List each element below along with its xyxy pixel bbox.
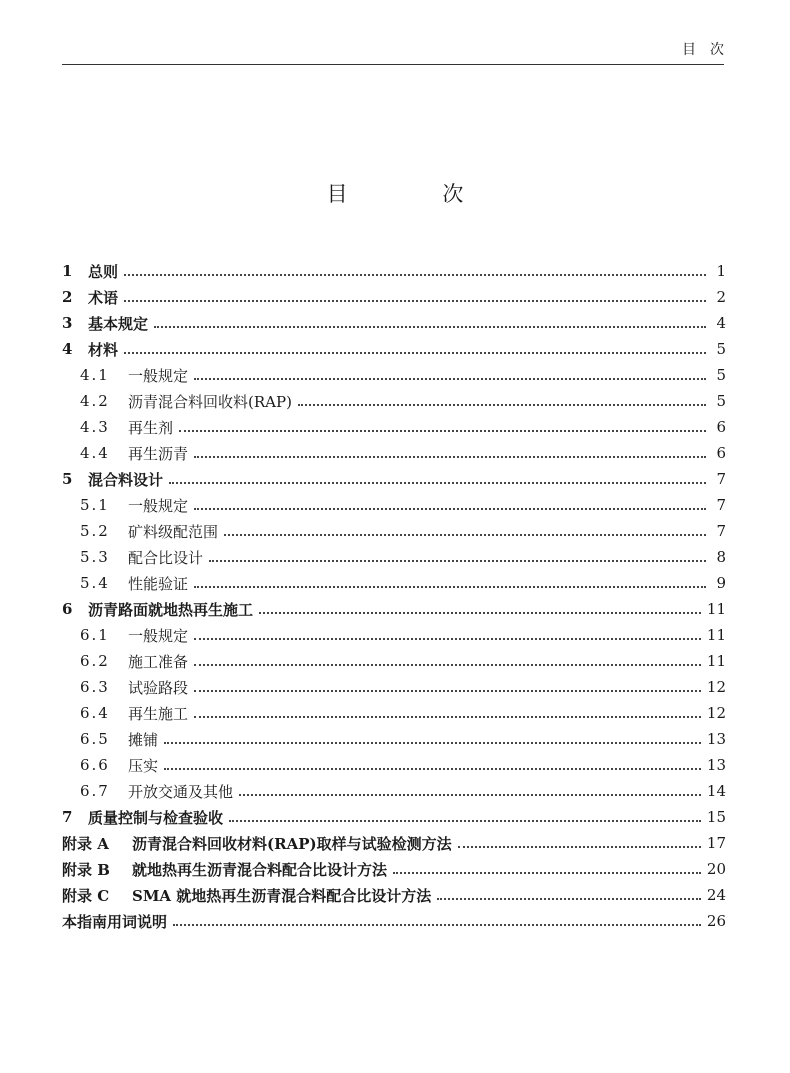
dot-leader [194,378,706,380]
toc-entry-title: 再生施工 [128,704,189,723]
dot-leader [458,846,701,848]
toc-entry-title: 再生剂 [128,418,174,437]
toc-entry-title: 一般规定 [128,496,189,515]
dot-leader [209,560,706,562]
toc-entry-number: 附录 B [62,860,110,879]
toc-entry[interactable] [62,700,726,726]
toc-entry-page-number: 11 [706,652,726,670]
toc-entry-page-number: 2 [716,288,726,306]
dot-leader [169,482,706,484]
toc-entry-page-number: 5 [716,366,726,384]
toc-entry[interactable] [62,518,726,544]
toc-entry-page-number: 14 [706,782,726,800]
toc-entry-title: 施工准备 [128,652,189,671]
toc-entry-title: 压实 [128,756,159,775]
toc-entry-title: 基本规定 [88,314,149,333]
dot-leader [124,300,706,302]
running-header-text: 目次 [682,42,738,58]
toc-entry-page-number: 15 [706,808,726,826]
toc-entry[interactable] [62,414,726,440]
toc-entry-page-number: 26 [706,912,726,930]
toc-entry-number: 6.7 [80,782,110,800]
toc-entry-number: 4.4 [80,444,110,462]
toc-entry-page-number: 8 [716,548,726,566]
toc-entry-title: SMA 就地热再生沥青混合料配合比设计方法 [132,886,432,905]
toc-entry-title: 再生沥青 [128,444,189,463]
toc-entry-number: 6.6 [80,756,110,774]
toc-entry[interactable] [62,752,726,778]
toc-entry-number: 附录 C [62,886,110,905]
toc-entry[interactable] [62,466,726,492]
toc-entry-page-number: 5 [716,392,726,410]
toc-entry[interactable] [62,570,726,596]
toc-entry-page-number: 7 [716,496,726,514]
toc-entry-number: 4.3 [80,418,110,436]
toc-entry-page-number: 7 [716,470,726,488]
toc-entry-page-number: 6 [716,444,726,462]
dot-leader [194,690,701,692]
toc-entry-number: 2 [62,288,73,306]
toc-entry[interactable] [62,544,726,570]
dot-leader [194,456,706,458]
toc-entry-number: 5.1 [80,496,110,514]
toc-entry[interactable] [62,284,726,310]
toc-entry-title: 矿料级配范围 [128,522,219,541]
toc-entry-title: 试验路段 [128,678,189,697]
dot-leader [437,898,701,900]
dot-leader [154,326,706,328]
dot-leader [298,404,706,406]
toc-entry-page-number: 12 [706,678,726,696]
toc-entry[interactable] [62,258,726,284]
dot-leader [194,716,701,718]
toc-entry-page-number: 11 [706,626,726,644]
toc-entry-page-number: 20 [706,860,726,878]
toc-entry-title: 混合料设计 [88,470,164,489]
table-of-contents [62,258,726,934]
toc-entry-page-number: 6 [716,418,726,436]
toc-entry-title: 开放交通及其他 [128,782,234,801]
toc-entry[interactable] [62,492,726,518]
toc-entry-page-number: 13 [706,756,726,774]
toc-entry-number: 4.1 [80,366,110,384]
dot-leader [124,274,706,276]
dot-leader [393,872,701,874]
dot-leader [173,924,701,926]
dot-leader [194,638,701,640]
toc-entry-title: 摊铺 [128,730,159,749]
toc-entry-title: 配合比设计 [128,548,204,567]
toc-entry-title: 沥青混合料回收材料(RAP)取样与试验检测方法 [132,834,452,853]
toc-entry-title: 材料 [88,340,119,359]
dot-leader [179,430,706,432]
toc-entry-number: 6.5 [80,730,110,748]
toc-entry[interactable] [62,622,726,648]
toc-entry-number: 5.3 [80,548,110,566]
toc-entry-title: 沥青混合料回收料(RAP) [128,392,292,411]
toc-entry-number: 5 [62,470,73,488]
toc-entry-page-number: 7 [716,522,726,540]
toc-entry-title: 就地热再生沥青混合料配合比设计方法 [132,860,388,879]
toc-entry-page-number: 11 [706,600,726,618]
dot-leader [194,508,706,510]
toc-entry-title: 性能验证 [128,574,189,593]
toc-entry-number: 3 [62,314,73,332]
toc-entry-number: 5.2 [80,522,110,540]
toc-entry-page-number: 24 [706,886,726,904]
toc-entry-page-number: 4 [716,314,726,332]
toc-entry-title: 本指南用词说明 [62,912,168,931]
toc-entry-number: 6.4 [80,704,110,722]
dot-leader [194,664,701,666]
dot-leader [164,768,701,770]
toc-entry-page-number: 9 [716,574,726,592]
toc-entry-number: 7 [62,808,73,826]
toc-entry-number: 1 [62,262,73,280]
running-header [62,36,738,65]
dot-leader [124,352,706,354]
toc-entry[interactable] [62,648,726,674]
dot-leader [239,794,701,796]
toc-entry-page-number: 5 [716,340,726,358]
toc-entry[interactable] [62,830,726,856]
dot-leader [164,742,701,744]
toc-entry-page-number: 1 [716,262,726,280]
toc-entry[interactable] [62,388,726,414]
toc-entry[interactable] [62,778,726,804]
toc-entry-number: 6.3 [80,678,110,696]
page-title: 目 次 [326,182,508,206]
toc-entry-title: 总则 [88,262,119,281]
toc-entry-page-number: 17 [706,834,726,852]
toc-entry[interactable] [62,856,726,882]
toc-entry-number: 6.2 [80,652,110,670]
dot-leader [194,586,706,588]
toc-entry-title: 一般规定 [128,626,189,645]
toc-entry-number: 6 [62,600,73,618]
toc-entry-number: 6.1 [80,626,110,644]
toc-entry[interactable] [62,726,726,752]
toc-entry[interactable] [62,804,726,830]
toc-entry[interactable] [62,336,726,362]
toc-entry-number: 4.2 [80,392,110,410]
toc-entry[interactable] [62,882,726,908]
toc-entry[interactable] [62,440,726,466]
toc-entry-title: 质量控制与检查验收 [88,808,224,827]
toc-entry-page-number: 13 [706,730,726,748]
dot-leader [259,612,701,614]
toc-entry-number: 4 [62,340,73,358]
toc-entry[interactable] [62,362,726,388]
toc-entry[interactable] [62,908,726,934]
toc-entry[interactable] [62,310,726,336]
toc-entry-number: 附录 A [62,834,109,853]
toc-entry[interactable] [62,674,726,700]
toc-entry-title: 一般规定 [128,366,189,385]
toc-entry-title: 沥青路面就地热再生施工 [88,600,254,619]
toc-entry-title: 术语 [88,288,119,307]
toc-entry[interactable] [62,596,726,622]
toc-entry-page-number: 12 [706,704,726,722]
dot-leader [224,534,706,536]
toc-entry-number: 5.4 [80,574,110,592]
dot-leader [229,820,701,822]
